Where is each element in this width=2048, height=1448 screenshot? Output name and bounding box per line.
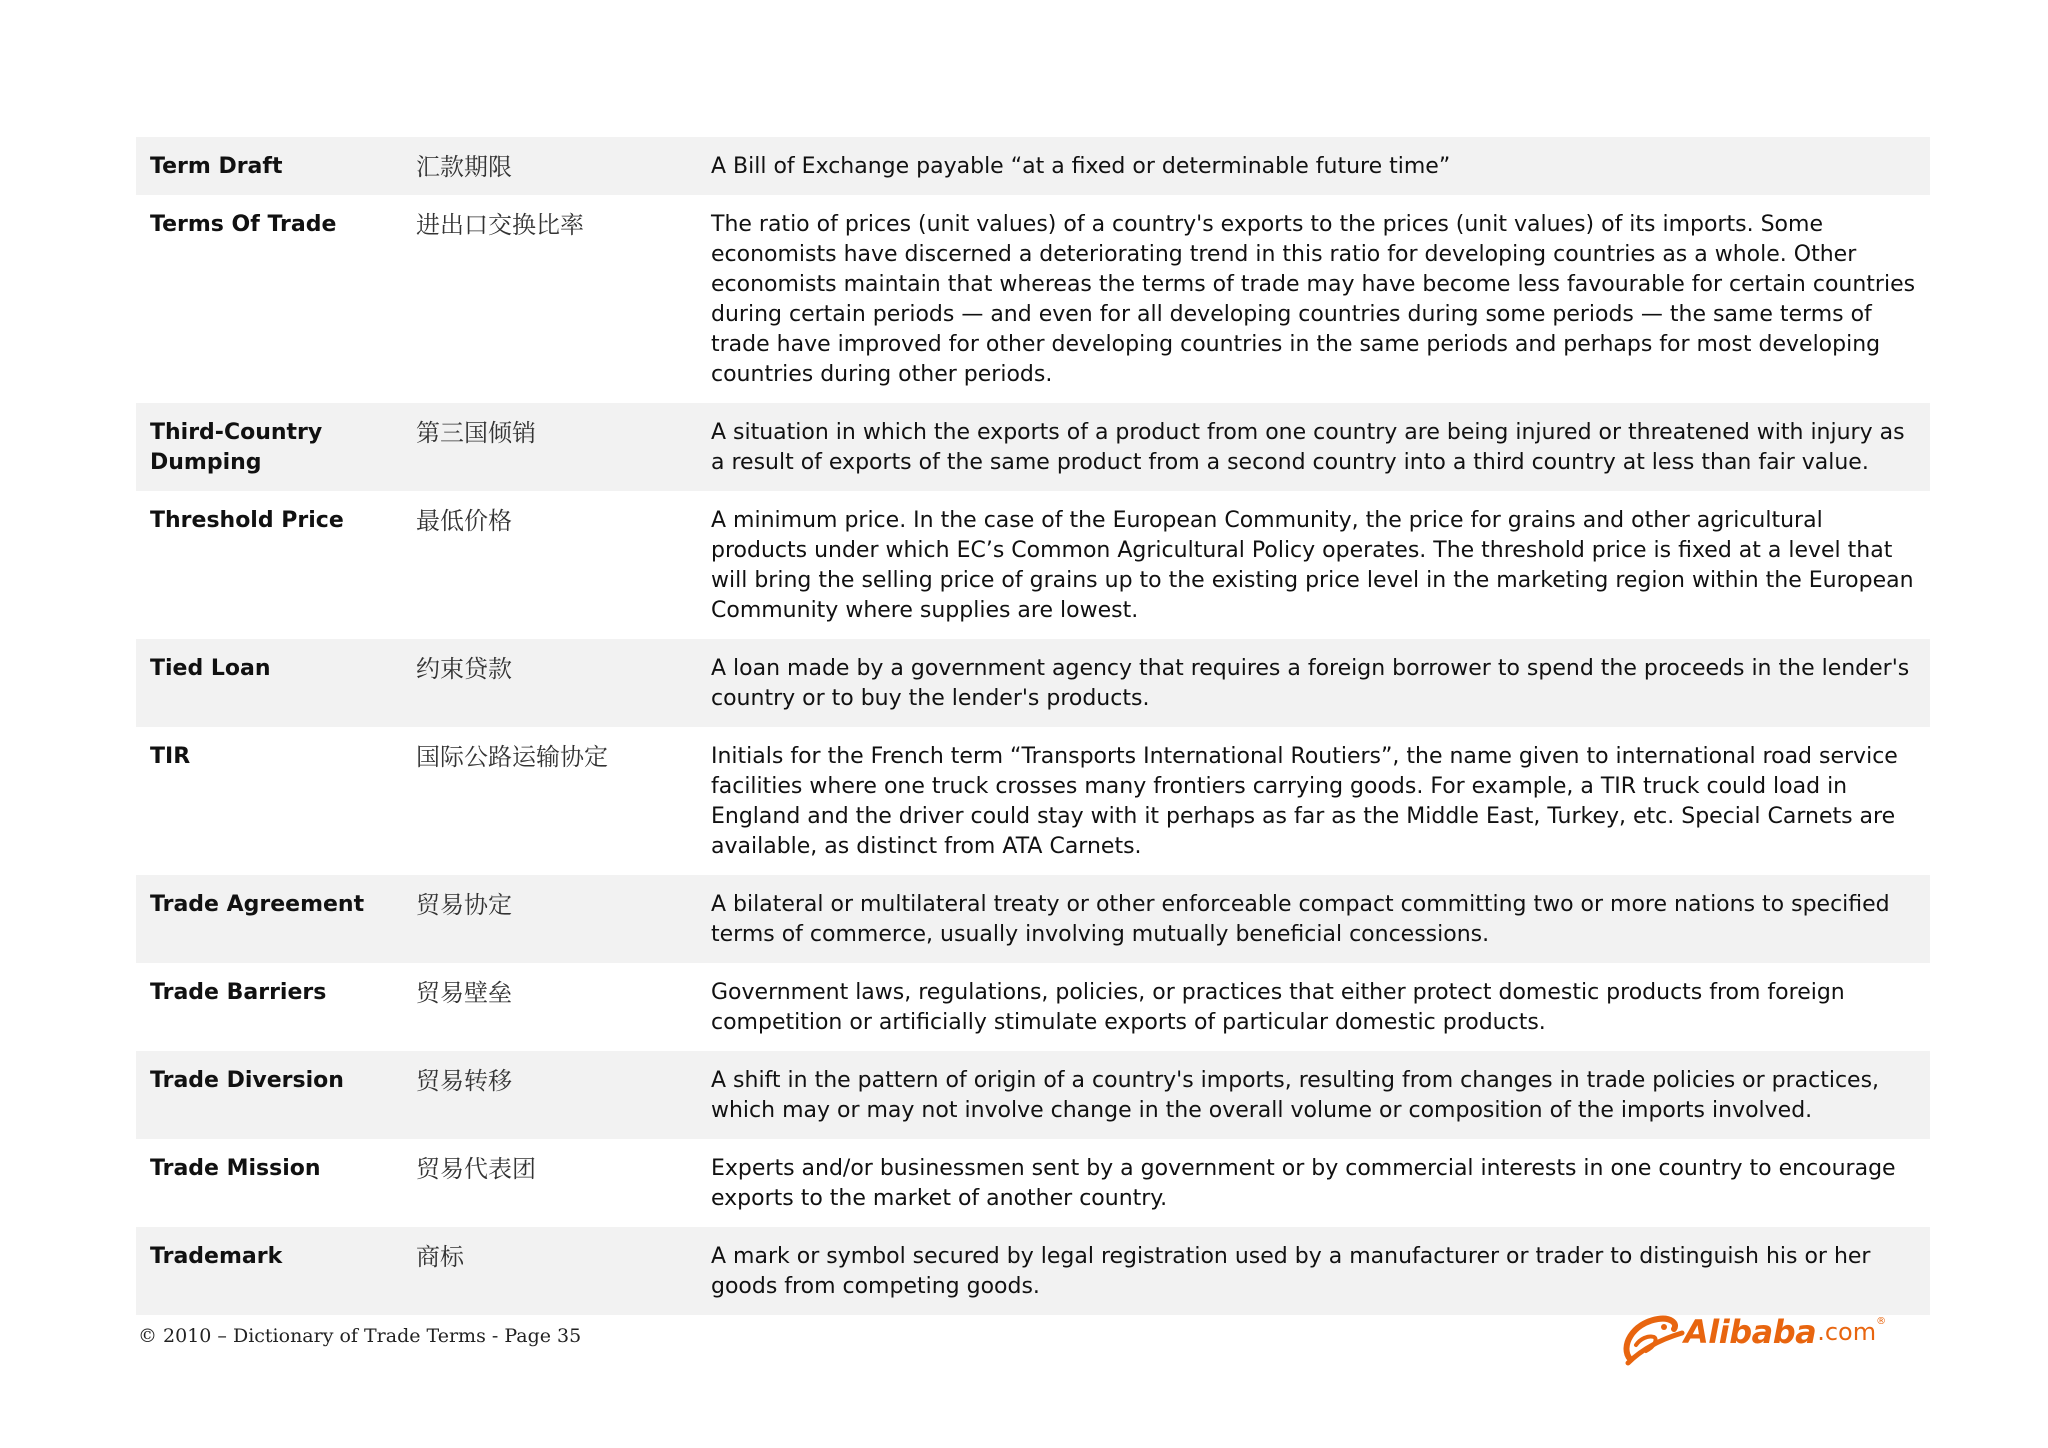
term-cell: Threshold Price <box>150 508 344 533</box>
chinese-term-cell: 贸易代表团 <box>416 1155 536 1183</box>
chinese-term-cell: 贸易协定 <box>416 891 512 919</box>
table-row <box>136 875 1930 963</box>
chinese-term-cell: 约束贷款 <box>416 655 512 683</box>
chinese-term-cell: 最低价格 <box>416 507 512 535</box>
term-cell: Third-Country Dumping <box>150 420 323 475</box>
chinese-term-cell: 国际公路运输协定 <box>416 743 608 771</box>
definition-cell: A minimum price. In the case of the European Community, the price for grains and other agricultural products under which EC’s Common Agricultural Policy operates. The threshold price is fixed at a level that will bring the selling price of grains up to the existing price level in the marketing region within the European Community where supplies are lowest. <box>711 508 1914 623</box>
definition-cell: A loan made by a government agency that requires a foreign borrower to spend the proceeds in the lender's country or to buy the lender's products. <box>711 656 1910 711</box>
term-cell: Terms Of Trade <box>150 212 337 237</box>
alibaba-logo <box>1618 1305 1918 1375</box>
table-row <box>136 639 1930 727</box>
table-row <box>136 137 1930 195</box>
definition-cell: A bilateral or multilateral treaty or other enforceable compact committing two or more nations to specified terms of commerce, usually involving mutually beneficial concessions. <box>711 892 1890 947</box>
definition-cell: A situation in which the exports of a product from one country are being injured or threatened with injury as a result of exports of the same product from a second country into a third country at less than fair value. <box>711 420 1905 475</box>
definition-cell: A mark or symbol secured by legal registration used by a manufacturer or trader to distinguish his or her goods from competing goods. <box>711 1244 1871 1299</box>
table-row <box>136 1139 1930 1227</box>
definition-cell: Initials for the French term “Transports International Routiers”, the name given to international road service facilities where one truck crosses many frontiers carrying goods. For example, a TIR truck could load in England and the driver could stay with it perhaps as far as the Middle East, Turkey, etc. Special Carnets are available, as distinct from ATA Carnets. <box>711 744 1898 859</box>
definition-cell: A shift in the pattern of origin of a country's imports, resulting from changes in trade policies or practices, which may or may not involve change in the overall volume or composition of the imports involved. <box>711 1068 1880 1123</box>
chinese-term-cell: 贸易转移 <box>416 1067 512 1095</box>
chinese-term-cell: 汇款期限 <box>416 153 512 181</box>
chinese-term-cell: 贸易壁垒 <box>416 979 512 1007</box>
chinese-term-cell: 商标 <box>416 1243 464 1271</box>
logo-registered-mark: ® <box>1876 1315 1887 1327</box>
chinese-term-cell: 第三国倾销 <box>416 419 536 447</box>
definition-cell: Experts and/or businessmen sent by a government or by commercial interests in one country to encourage exports to the market of another country. <box>711 1156 1896 1211</box>
term-cell: Trade Diversion <box>150 1068 344 1093</box>
definition-cell: A Bill of Exchange payable “at a fixed or determinable future time” <box>711 154 1451 179</box>
table-row <box>136 195 1930 403</box>
definition-cell: The ratio of prices (unit values) of a country's exports to the prices (unit values) of its imports. Some economists have discerned a deteriorating trend in this ratio for developing countries as a whole. Other economists maintain that whereas the terms of trade may have become less favourable for certain countries during certain periods — and even for all developing countries during some periods — the same terms of trade have improved for other developing countries in the same periods and perhaps for most developing countries during other periods. <box>711 212 1916 387</box>
term-cell: Trade Barriers <box>150 980 327 1005</box>
table-row <box>136 403 1930 491</box>
term-cell: Trademark <box>150 1244 283 1269</box>
table-row <box>136 491 1930 639</box>
table-row <box>136 727 1930 875</box>
term-cell: Trade Mission <box>150 1156 321 1181</box>
term-cell: Trade Agreement <box>150 892 365 917</box>
terms-table <box>136 137 1930 1315</box>
term-cell: Tied Loan <box>150 656 271 681</box>
chinese-term-cell: 进出口交换比率 <box>416 211 584 239</box>
term-cell: Term Draft <box>150 154 283 179</box>
table-row <box>136 1227 1930 1315</box>
logo-domain-suffix: .com <box>1817 1318 1877 1346</box>
page-footer: © 2010 – Dictionary of Trade Terms - Page 35 <box>138 1325 582 1347</box>
table-row <box>136 1051 1930 1139</box>
term-cell: TIR <box>150 744 191 769</box>
logo-wordmark: Alibaba <box>1684 1313 1817 1351</box>
definition-cell: Government laws, regulations, policies, or practices that either protect domestic products from foreign competition or artificially stimulate exports of particular domestic products. <box>711 980 1845 1035</box>
table-row <box>136 963 1930 1051</box>
